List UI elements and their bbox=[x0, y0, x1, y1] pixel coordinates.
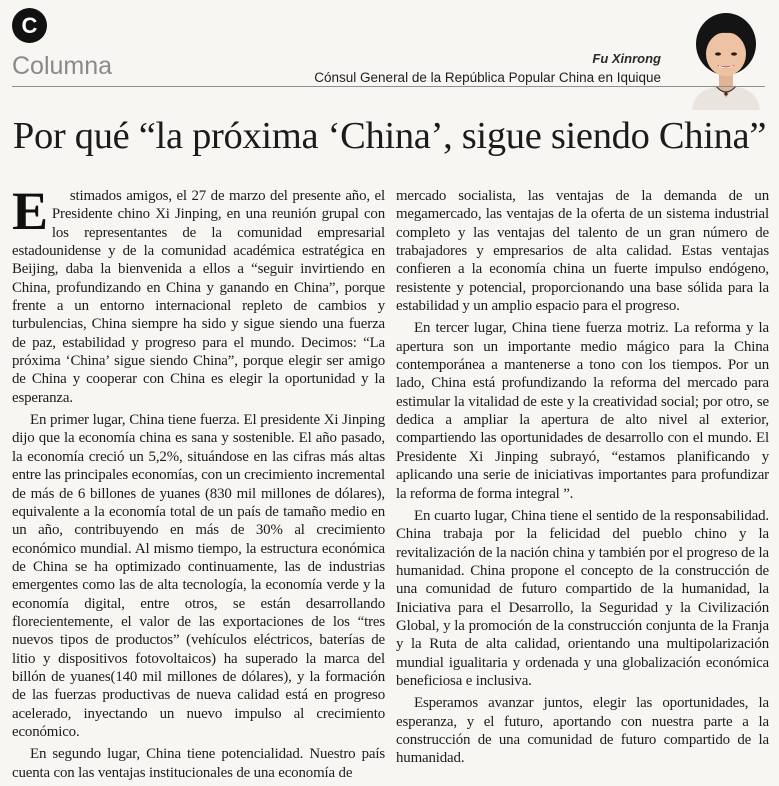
author-name: Fu Xinrong bbox=[592, 51, 661, 66]
author-title: Cónsul General de la República Popular China en Iquique bbox=[314, 70, 661, 85]
section-label: Columna bbox=[12, 52, 113, 80]
paragraph: mercado socialista, las ventajas de la demanda de un megamercado, las ventajas de la oferta de un sistema industrial completo y las ventajas del talento de un gran número de trabajadores y empresarios de alta calidad. Estas ventajas confieren a la economía china un fuerte impulso endógeno, resistente y potencial, proporcionando una base sólida para la estabilidad y un amplio espacio para el progreso. bbox=[396, 188, 769, 315]
paragraph: Esperamos avanzar juntos, elegir las oportunidades, la esperanza, y el futuro, aportando con nuestra parte a la construcción de una comunidad de futuro compartido de la humanidad. bbox=[396, 695, 769, 767]
header-divider bbox=[12, 86, 765, 87]
paragraph: En cuarto lugar, China tiene el sentido de la responsabilidad. China trabaja por la felicidad del pueblo chino y la revitalización de la nación china y también por el progreso de la humanidad. China propone el concepto de la construcción de una comunidad de futuro compartido de la humanidad, la Iniciativa para el Desarrollo, la Seguridad y la Civilización Global, y la promoción de la construcción conjunta de la Franja y la Ruta de alta calidad, orientando una multipolarización mundial igualitaria y ordenada y una globalización económica beneficiosa e inclusiva. bbox=[396, 507, 769, 689]
author-photo bbox=[686, 6, 766, 110]
paragraph: En primer lugar, China tiene fuerza. El presidente Xi Jinping dijo que la economía china es sana y sostenible. El año pasado, la economía creció un 5,2%, situándose en las cifras más altas entre las principales economías, con un crecimiento incremental de más de 6 billones de yuanes (830 mil millones de dólares), equivalente a la economía total de un país de tamaño medio en un año, contribuyendo en más de 30% al crecimiento económico mundial. Al mismo tiempo, la estructura económica de China se ha optimizado continuamente, las de industrias emergentes como las de alta tecnología, la economía verde y la economía digital, entre otros, se están desarrollando florecientemente, el valor de las exportaciones de los “tres nuevos tipos de productos” (vehículos eléctricos, baterías de litio y dispositivos fotovoltaicos) ha superado la marca del billón de yuanes(140 mil millones de dólares), y la formación de las fuerzas productivas de nueva calidad está en progreso acelerado, inyectando un nuevo impulso al crecimiento económico. bbox=[12, 412, 385, 740]
drop-cap: E bbox=[12, 181, 48, 241]
article-column-right bbox=[396, 187, 769, 772]
paragraph: E stimados amigos, el 27 de marzo del presente año, el Presidente chino Xi Jinping, en una reunión grupal con los representantes de la comunidad empresarial estadounidense y de la comunidad académica estratégica en Beijing, daba la bienvenida a ellos a “seguir invirtiendo en China, profundizando en China y ganando en China”, porque frente a un entorno internacional repleto de cambios y turbulencias, China siempre ha sido y sigue siendo una fuerza de paz, estabilidad y progreso para el mundo. Decimos: “La próxima ‘China’ sigue siendo China”, porque elegir ser amigo de China y cooperar con China es elegir la oportunidad y la esperanza. bbox=[12, 187, 385, 407]
paragraph: En tercer lugar, China tiene fuerza motriz. La reforma y la apertura son un importante medio mágico para la China contemporánea a mantenerse a tono con los tiempos. Por un lado, China está profundizando la reforma del mercado para estimular la vitalidad de este y la creatividad social; por otro, se dedica a ampliar la apertura de alto nivel al exterior, compartiendo las oportunidades de desarrollo con el mundo. El Presidente Xi Jinping subrayó, “estamos planificando y aplicando una serie de iniciativas importantes para profundizar la reforma de forma integral ”. bbox=[396, 320, 769, 502]
article-column-left bbox=[12, 181, 385, 786]
paragraph: En segundo lugar, China tiene potencialidad. Nuestro país cuenta con las ventajas institucionales de una economía de bbox=[12, 746, 385, 781]
column-badge: C bbox=[12, 8, 47, 43]
article-title: Por qué “la próxima ‘China’, sigue siendo China” bbox=[12, 115, 767, 157]
